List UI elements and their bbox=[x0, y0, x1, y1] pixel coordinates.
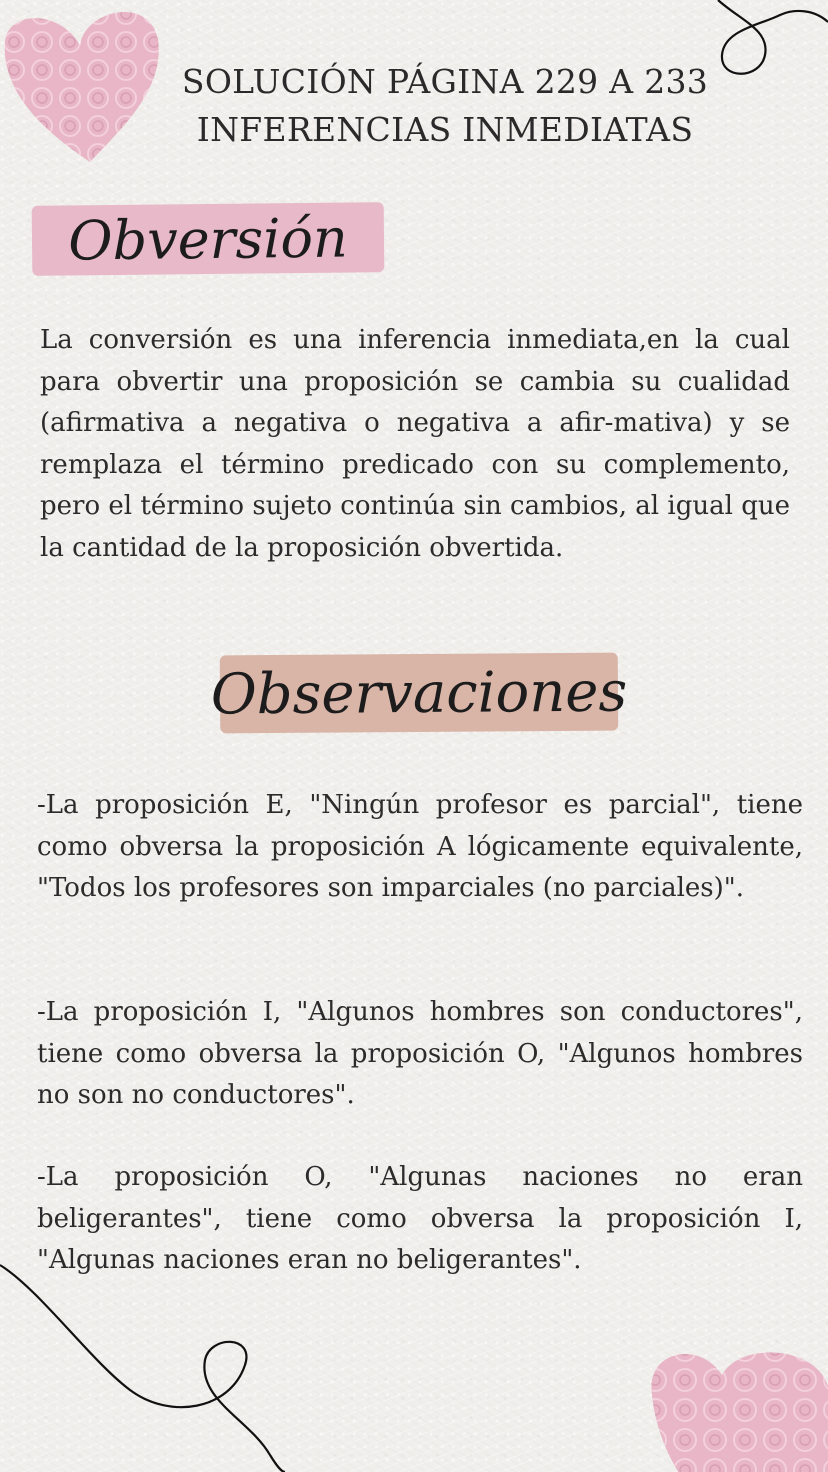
obversion-heading-tag bbox=[32, 202, 385, 276]
observation-item-o: -La proposición O, "Algunas naciones no eran beligerantes", tiene como obversa la proposición I, "Algunas naciones eran no beligerantes". bbox=[37, 1162, 803, 1275]
title-line-1: SOLUCIÓN PÁGINA 229 A 233 bbox=[181, 62, 709, 101]
obversion-definition: La conversión es una inferencia inmediata,en la cual para obvertir una proposición se cambia su cualidad (afirmativa a negativa o negativa a afir-mativa) y se remplaza el término predicado con su complemento, pero el término sujeto continúa sin cambios, al igual que la cantidad de la proposición obvertida. bbox=[40, 325, 790, 563]
heart-top-left-icon bbox=[0, 0, 170, 170]
swirl-line-icon bbox=[0, 1260, 320, 1472]
observaciones-heading-tag bbox=[210, 653, 628, 734]
observation-item-e: -La proposición E, "Ningún profesor es parcial", tiene como obversa la proposición A lógicamente equivalente, "Todos los profesores son imparciales (no parciales)". bbox=[37, 790, 803, 903]
title-line-2: INFERENCIAS INMEDIATAS bbox=[196, 110, 694, 149]
heart-bottom-right-icon bbox=[640, 1335, 828, 1472]
observaciones-heading: Observaciones bbox=[210, 659, 628, 727]
observation-item-i: -La proposición I, "Algunos hombres son conductores", tiene como obversa la proposición O, "Algunos hombres no son no conductores". bbox=[37, 997, 803, 1110]
obversion-heading: Obversión bbox=[67, 206, 349, 272]
page-title bbox=[150, 58, 740, 154]
